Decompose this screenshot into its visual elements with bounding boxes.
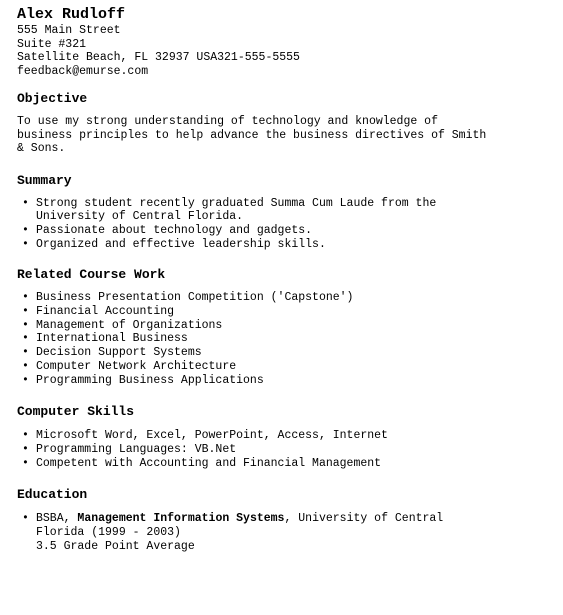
coursework-item xyxy=(17,319,552,333)
bullet-icon: • xyxy=(22,456,29,470)
resume-header xyxy=(17,6,552,78)
applicant-name: Alex Rudloff xyxy=(17,6,126,23)
skill-item-text: Programming Languages: VB.Net xyxy=(36,442,237,456)
degree-label: BSBA, xyxy=(36,512,71,526)
coursework-section xyxy=(17,267,552,387)
objective-heading: Objective xyxy=(17,91,88,106)
summary-list xyxy=(17,197,552,252)
education-item xyxy=(17,512,552,553)
skills-heading: Computer Skills xyxy=(17,404,135,420)
bullet-icon: • xyxy=(22,512,29,526)
bullet-icon: • xyxy=(22,359,29,373)
bullet-icon: • xyxy=(22,373,29,387)
email-address: feedback@emurse.com xyxy=(17,64,149,78)
skills-list xyxy=(17,429,552,470)
bullet-icon: • xyxy=(22,237,29,251)
skill-item-text: Competent with Accounting and Financial Management xyxy=(36,456,382,470)
objective-text-line-3: & Sons. xyxy=(17,142,66,155)
bullet-icon: • xyxy=(22,442,29,456)
coursework-heading: Related Course Work xyxy=(17,267,166,283)
coursework-item-text: International Business xyxy=(36,332,188,346)
education-heading: Education xyxy=(17,487,88,503)
education-section xyxy=(17,487,552,553)
skills-section xyxy=(17,404,552,470)
coursework-item xyxy=(17,305,552,319)
objective-section xyxy=(17,91,552,156)
bullet-icon: • xyxy=(22,346,29,360)
bullet-icon: • xyxy=(22,429,29,443)
skill-item xyxy=(17,429,552,443)
objective-text-line-1: To use my strong understanding of technology and knowledge of xyxy=(17,115,438,128)
city-state-phone: Satellite Beach, FL 32937 USA321-555-5555 xyxy=(17,51,300,64)
summary-item-text-continued: University of Central Florida. xyxy=(36,210,244,224)
coursework-item-text: Financial Accounting xyxy=(36,305,175,319)
summary-item xyxy=(17,224,552,238)
summary-section xyxy=(17,173,552,252)
coursework-item-text: Decision Support Systems xyxy=(36,346,202,360)
coursework-item xyxy=(17,360,552,374)
coursework-item-text: Programming Business Applications xyxy=(36,373,264,387)
coursework-item xyxy=(17,346,552,360)
address-line-2: Suite #321 xyxy=(17,37,87,51)
bullet-icon: • xyxy=(22,305,29,319)
bullet-icon: • xyxy=(22,332,29,346)
address-line-1: 555 Main Street xyxy=(17,24,121,37)
coursework-item-text: Management of Organizations xyxy=(36,318,223,332)
summary-item xyxy=(17,238,552,252)
coursework-item-text: Computer Network Architecture xyxy=(36,359,237,373)
coursework-item-text: Business Presentation Competition ('Capstone') xyxy=(36,291,354,305)
objective-text-line-2: business principles to help advance the business directives of Smith xyxy=(17,128,487,142)
coursework-list xyxy=(17,291,552,387)
bullet-icon: • xyxy=(22,318,29,332)
skill-item xyxy=(17,443,552,457)
degree-major: Management Information Systems xyxy=(77,512,285,526)
school-dates: Florida (1999 - 2003) xyxy=(36,526,181,540)
grade-point-average: 3.5 Grade Point Average xyxy=(36,539,195,553)
summary-item-text: Passionate about technology and gadgets. xyxy=(36,223,313,237)
bullet-icon: • xyxy=(22,291,29,305)
summary-item xyxy=(17,197,552,224)
summary-heading: Summary xyxy=(17,172,72,188)
coursework-item xyxy=(17,332,552,346)
summary-item-text: Organized and effective leadership skills. xyxy=(36,237,326,251)
coursework-item xyxy=(17,374,552,388)
bullet-icon: • xyxy=(22,223,29,237)
school-name: , University of Central xyxy=(284,512,444,526)
summary-item-text: Strong student recently graduated Summa Cum Laude from the xyxy=(36,196,437,210)
coursework-item xyxy=(17,291,552,305)
education-list xyxy=(17,512,552,553)
skill-item xyxy=(17,457,552,471)
resume-document xyxy=(17,6,552,553)
bullet-icon: • xyxy=(22,196,29,210)
skill-item-text: Microsoft Word, Excel, PowerPoint, Access, Internet xyxy=(36,429,388,443)
